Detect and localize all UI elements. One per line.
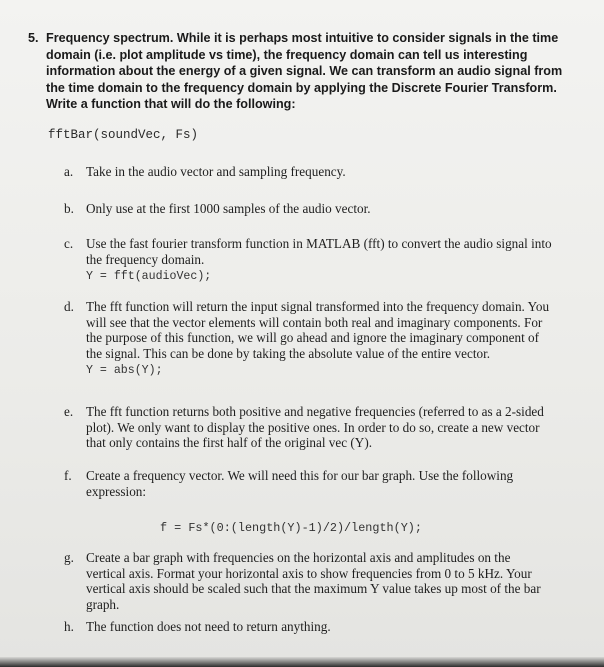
function-signature: fftBar(soundVec, Fs) <box>48 128 199 142</box>
list-item-f <box>64 468 552 499</box>
item-letter: b. <box>64 201 74 216</box>
item-letter: e. <box>64 404 74 419</box>
list-item-c <box>64 236 552 285</box>
item-text: Use the fast fourier transform function in MATLAB (fft) to convert the audio signal into the frequency domain. <box>86 236 552 267</box>
question-text: Frequency spectrum. While it is perhaps most intuitive to consider signals in the time domain (i.e. plot amplitude vs time), the frequency domain can tell us interesting information about the energy of a given signal. We can transform an audio signal from the time domain to the frequency domain by applying the Discrete Fourier Transform. Write a function that will do the following: <box>46 31 563 112</box>
list-item-a <box>64 164 552 180</box>
list-item-h <box>64 619 552 635</box>
item-code: Y = fft(audioVec); <box>86 270 212 284</box>
list-item-g <box>64 550 552 612</box>
item-letter: a. <box>64 164 74 179</box>
item-letter: f. <box>64 468 72 483</box>
item-text: Only use at the first 1000 samples of the audio vector. <box>86 201 371 216</box>
item-text: Create a frequency vector. We will need this for our bar graph. Use the following expression: <box>86 468 514 499</box>
bottom-edge-shadow <box>0 657 604 667</box>
list-item-d <box>64 299 552 379</box>
item-text: Take in the audio vector and sampling frequency. <box>86 164 346 179</box>
item-text: The fft function will return the input signal transformed into the frequency domain. You will see that the vector elements will contain both real and imaginary components. For the purpose of this function, we will go ahead and ignore the imaginary component of the signal. This can be done by taking the absolute value of the entire vector. <box>86 299 550 361</box>
list-item-b <box>64 201 552 217</box>
item-letter: c. <box>64 236 74 251</box>
item-letter: d. <box>64 299 74 314</box>
item-letter: g. <box>64 550 74 565</box>
frequency-expression: f = Fs*(0:(length(Y)-1)/2)/length(Y); <box>160 521 422 535</box>
list-item-e <box>64 404 552 451</box>
item-text: Create a bar graph with frequencies on the horizontal axis and amplitudes on the vertical axis. Format your horizontal axis to show frequencies from 0 to 5 kHz. Your vertical axis should be scaled such that the maximum Y value takes up most of the bar graph. <box>86 550 541 612</box>
item-letter: h. <box>64 619 74 634</box>
item-text: The fft function returns both positive and negative frequencies (referred to as a 2-sided plot). We only want to display the positive ones. In order to do so, create a new vector that only contains the first half of the original vec (Y). <box>86 404 544 451</box>
item-code: Y = abs(Y); <box>86 364 163 378</box>
question-number: 5. <box>28 31 39 45</box>
item-text: The function does not need to return anything. <box>86 619 331 634</box>
question-header <box>28 30 576 113</box>
